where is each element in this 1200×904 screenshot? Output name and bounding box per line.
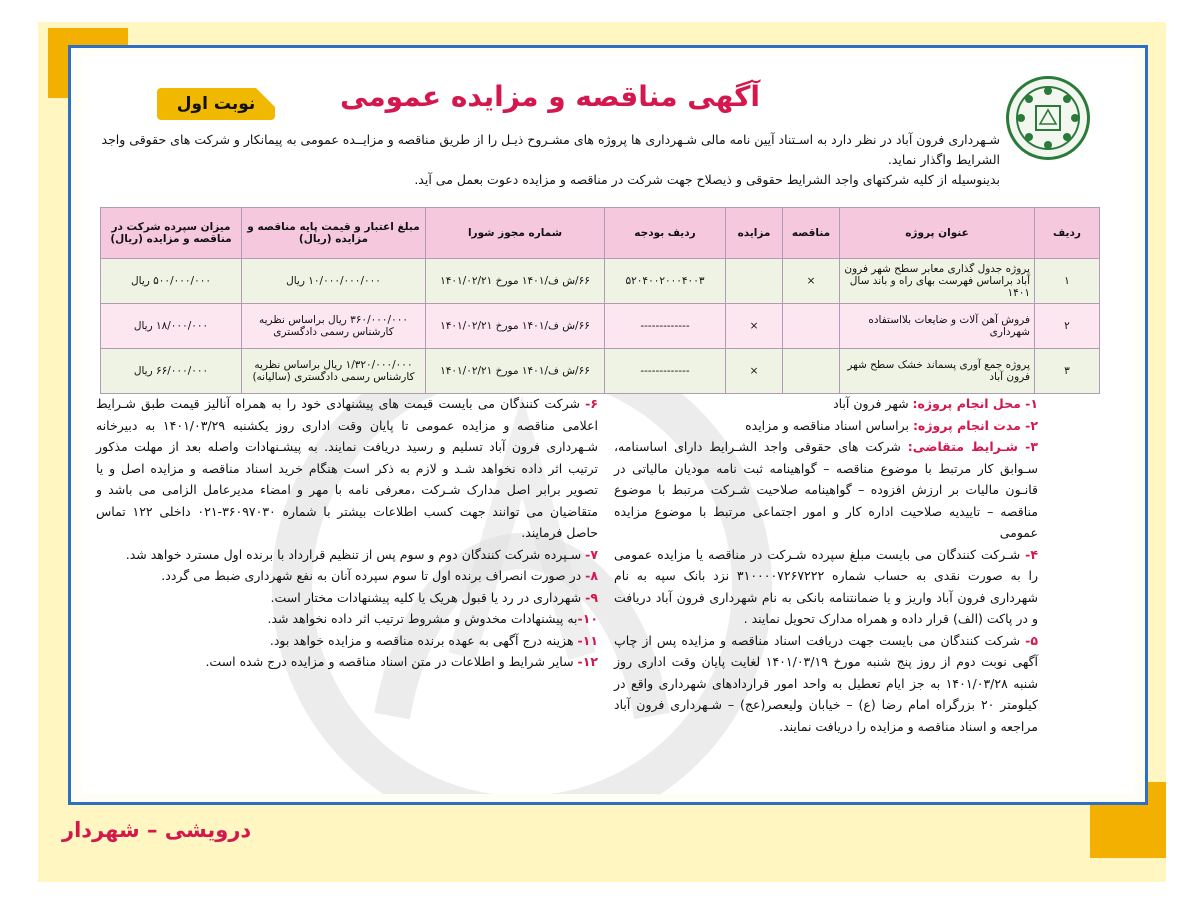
term-label: ۹-	[585, 589, 598, 605]
term-text: سایر شرایط و اطلاعات در متن اسناد مناقصه و مزایده درج شده است.	[205, 654, 578, 669]
page-title: آگهی مناقصه و مزایده عمومی	[340, 80, 760, 113]
term-text: هزینه درج آگهی به عهده برنده مناقصه و مزایده خواهد بود.	[269, 632, 578, 648]
municipality-logo	[1006, 76, 1090, 160]
term-document-pickup	[614, 630, 1038, 738]
term-text: شهر فرون آباد	[833, 396, 913, 411]
table-row	[101, 349, 1100, 394]
cell-auction-mark	[726, 259, 783, 304]
edition-badge: نوبت اول	[157, 88, 275, 120]
terms-column-left	[96, 393, 598, 673]
term-label: ۱- محل انجام پروژه:	[912, 396, 1038, 411]
header-council-permit: شماره مجوز شورا	[426, 208, 605, 259]
header-deposit-amount: میزان سپرده شرکت در مناقصه و مزایده (ریال)	[101, 208, 242, 259]
term-label: ۳- شـرایط متقاضی:	[907, 439, 1038, 454]
cell-tender-mark	[783, 349, 840, 394]
intro-line-2: بدینوسیله از کلیه شرکتهای واجد الشرایط حقوقی و ذیصلاح جهت شرکت در مناقصه و مزایده دعوت بعمل می آید.	[414, 172, 1000, 187]
cell-council-permit: ۶۶/ش ف/۱۴۰۱ مورخ ۱۴۰۱/۰۲/۲۱	[426, 259, 605, 304]
cell-tender-mark	[783, 304, 840, 349]
term-ad-cost	[96, 630, 598, 652]
cell-base-amount: ۱۰/۰۰۰/۰۰۰/۰۰۰ ریال	[242, 259, 426, 304]
cell-deposit-amount: ۱۸/۰۰۰/۰۰۰ ریال	[101, 304, 242, 349]
header-row-number: ردیف	[1035, 208, 1100, 259]
term-label: ۷-	[585, 546, 598, 562]
header-budget-row: ردیف بودجه	[605, 208, 726, 259]
term-label: ۱۰-	[577, 611, 598, 626]
intro-line-1: شـهرداری فرون آباد در نظر دارد به اسـتناد آیین نامه مالی شـهرداری ها پروژه های مشـروح ذیـل را از طریق مناقصه و مزایــده عمومی به پیمانکار و شرکت های حقوقی واجد الشرایط واگذار نماید.	[101, 132, 1000, 167]
term-label: ۱۲-	[577, 654, 598, 669]
term-text: شهرداری در رد یا قبول هریک یا کلیه پیشنهادات مختار است.	[270, 589, 586, 605]
cell-project-title: پروژه جدول گذاری معابر سطح شهر فرون آباد براساس فهرست بهای راه و باند سال ۱۴۰۱	[840, 259, 1035, 304]
header-tender: مناقصه	[783, 208, 840, 259]
term-label: ۸-	[585, 568, 598, 583]
cell-budget-row: ۵۲۰۴۰۰۲۰۰۰۴۰۰۳	[605, 259, 726, 304]
term-applicant-conditions	[614, 436, 1038, 544]
cell-council-permit: ۶۶/ش ف/۱۴۰۱ مورخ ۱۴۰۱/۰۲/۲۱	[426, 304, 605, 349]
term-text: شرکت کنندگان می بایست جهت دریافت اسناد مناقصه و مزایده پس از چاپ آگهی نوبت دوم از روز پنج شنبه مورخ ۱۴۰۱/۰۳/۱۹ لغایت پایان وقت اداری روز شنبه ۱۴۰۱/۰۳/۲۸ به جز ایام تعطیل به واحد امور قراردادهای شهرداری واقع در کیلومتر ۲۰ بزرگراه امام رضا (ع) – خیابان ولیعصر(عج) – شـهرداری فرون آباد مراجعه و اسناد مناقصه و مزایده را دریافت نمایند.	[614, 632, 1039, 734]
term-text: شرکت کنندگان می بایست قیمت های پیشنهادی خود را به همراه آنالیز قیمت طبق شـرایط اعلامی مناقصه و مزایده عمومی تا پایان وقت اداری روز یکشنبه ۱۴۰۱/۰۳/۲۹ به دبیرخانه شـهرداری فرون آباد تسلیم و رسید دریافت نمایند. به پیشـنهادات واصله بعد از مهلت مذکور ترتیب اثر داده نخواهد شـد و لازم به ذکر است هنگام خرید اسناد مناقصه و مزایده اصل و یا تصویر برابر اصل مدارک شـرکت ،معرفی نامه با مهر و امضاء مدیرعامل الزامی می باشد و متقاضیان می توانند جهت کسب اطلاعات بیشتر با شماره ۳۶۰۹۷۰۳۰-۰۲۱ داخلی ۱۲۲ تماس حاصل فرمایند.	[96, 396, 598, 540]
mayor-signature: درویشی – شهردار	[62, 818, 252, 842]
term-label: ۴-	[1025, 546, 1038, 562]
header-base-amount: مبلغ اعتبار و قیمت پایه مناقصه و مزایده (ریال)	[242, 208, 426, 259]
logo-emblem-icon	[1013, 83, 1083, 153]
cell-project-title: فروش آهن آلات و ضایعات بلااستفاده شهرداری	[840, 304, 1035, 349]
term-label: ۲- مدت انجام پروژه:	[912, 417, 1038, 433]
cell-auction-mark: ×	[726, 304, 783, 349]
cell-base-amount: ۳۶۰/۰۰۰/۰۰۰ ریال براساس نظریه کارشناس رسمی دادگستری	[242, 304, 426, 349]
cell-council-permit: ۶۶/ش ف/۱۴۰۱ مورخ ۱۴۰۱/۰۲/۲۱	[426, 349, 605, 394]
term-text: به پیشنهادات مخدوش و مشروط ترتیب اثر داده نخواهد شد.	[267, 611, 578, 626]
term-discretion	[96, 587, 598, 609]
term-text: سـپرده شرکت کنندگان دوم و سوم پس از تنظیم قرارداد با برنده اول مسترد خواهد شد.	[125, 546, 586, 562]
header-auction: مزایده	[726, 208, 783, 259]
term-invalid-bids	[96, 608, 598, 630]
term-text: در صورت انصراف برنده اول تا سوم سپرده آنان به نفع شهرداری ضبط می گردد.	[161, 568, 586, 583]
cell-budget-row: -------------	[605, 304, 726, 349]
term-text: شـرکت کنندگان می بایست مبلغ سپرده شـرکت در مناقصه یا مزایده عمومی را به صورت نقدی به حساب شماره ۳۱۰۰۰۰۷۲۶۷۲۲۲ نزد بانک سپه به نام شهرداری فرون آباد واریز و یا ضمانتنامه بانکی به نام شهرداری فرون آباد دریافت و در پاکت (الف) قرار داده و همراه مدارک تحویل نمایند .	[614, 546, 1038, 626]
term-duration	[614, 415, 1038, 437]
term-label: ۵-	[1025, 632, 1038, 648]
cell-auction-mark: ×	[726, 349, 783, 394]
table-row	[101, 259, 1100, 304]
term-deposit-return	[96, 544, 598, 566]
term-deposit	[614, 544, 1038, 630]
cell-row-number: ۲	[1035, 304, 1100, 349]
term-text: شرکت های حقوقی واجد الشـرایط دارای اساسنامه، سـوابق کار مرتبط با موضوع مناقصه – گواهینامه ثبت نامه مودیان مالیاتی در قانـون مالیات بر ارزش افزوده – گواهینامه صلاحیت شـرکت مرتبط با موضوع مناقصه – تاییدیه صلاحیت اداره کار و امور اجتماعی مرتبط با موضوع مزایده عمومی	[614, 439, 1038, 540]
term-location	[614, 393, 1038, 415]
cell-deposit-amount: ۵۰۰/۰۰۰/۰۰۰ ریال	[101, 259, 242, 304]
header-project-title: عنوان پروژه	[840, 208, 1035, 259]
term-label: ۱۱-	[577, 632, 598, 648]
term-text: براساس اسناد مناقصه و مزایده	[745, 417, 913, 433]
cell-deposit-amount: ۶۶/۰۰۰/۰۰۰ ریال	[101, 349, 242, 394]
cell-tender-mark: ×	[783, 259, 840, 304]
cell-base-amount: ۱/۳۲۰/۰۰۰/۰۰۰ ریال براساس نظریه کارشناس رسمی دادگستری (سالیانه)	[242, 349, 426, 394]
intro-paragraph	[100, 130, 1000, 190]
table-header-row	[101, 208, 1100, 259]
cell-row-number: ۱	[1035, 259, 1100, 304]
term-other-conditions	[96, 651, 598, 673]
term-label: ۶-	[585, 396, 598, 411]
terms-column-right	[614, 393, 1038, 737]
table-row	[101, 304, 1100, 349]
projects-table	[100, 207, 1100, 394]
term-forfeit	[96, 565, 598, 587]
cell-project-title: پروژه جمع آوری پسماند خشک سطح شهر فرون آباد	[840, 349, 1035, 394]
badge-corner-fold	[256, 88, 275, 107]
cell-row-number: ۳	[1035, 349, 1100, 394]
cell-budget-row: -------------	[605, 349, 726, 394]
term-submission	[96, 393, 598, 544]
